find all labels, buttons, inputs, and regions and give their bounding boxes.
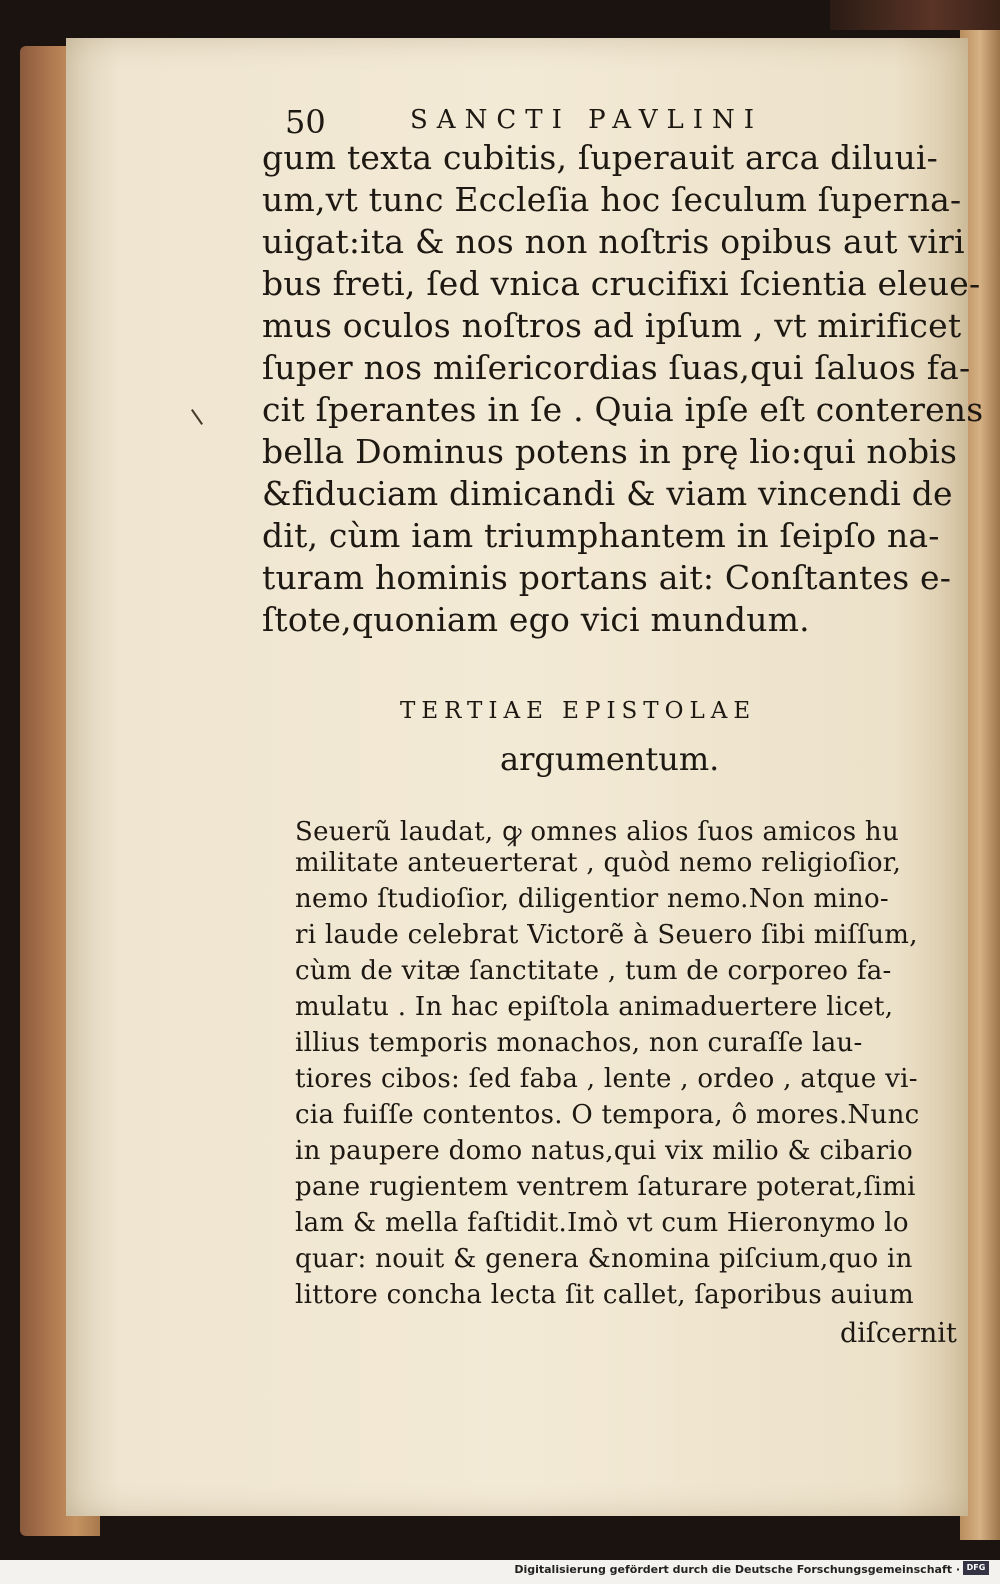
section-title: TERTIAE EPISTOLAE [400,698,757,724]
text-line: um,vt tunc Eccleſia hoc ſeculum ſuperna- [262,180,962,219]
argument-line: lam & mella faſtidit.Imò vt cum Hieronymo lo [295,1208,909,1238]
argument-line: mulatu . In hac epiſtola animaduertere licet, [295,992,894,1022]
argument-line: ri laude celebrat Victorẽ à Seuero ſibi miſſum, [295,920,918,950]
argument-line: quar: nouit & genera &nomina piſcium,quo in [295,1244,913,1274]
section-subtitle: argumentum. [500,740,720,778]
argument-line: cia fuiſſe contentos. O tempora, ô mores.Nunc [295,1100,920,1130]
catchword: diſcernit [840,1318,957,1349]
text-line: ſtote,quoniam ego vici mundum. [262,600,810,639]
text-line: ſuper nos miſericordias ſuas,qui ſaluos fa- [262,348,971,387]
text-line: mus oculos noſtros ad ipſum , vt mirificet [262,306,962,345]
argument-line: cùm de vitæ ſanctitate , tum de corporeo fa- [295,956,892,986]
text-line: turam hominis portans ait: Conſtantes e- [262,558,952,597]
page-number: 50 [285,103,326,141]
text-line: bus freti, ſed vnica crucifixi ſcientia eleue- [262,264,981,303]
argument-line: tiores cibos: ſed faba , lente , ordeo , atque vi- [295,1064,918,1094]
argument-line: illius temporis monachos, non curaſſe lau- [295,1028,863,1058]
text-line: bella Dominus potens in prę lio:qui nobis [262,432,958,471]
argument-line: nemo ſtudioſior, diligentior nemo.Non mino- [295,884,890,914]
argument-line: Seuerũ laudat, ꝙ omnes alios ſuos amicos hu [295,817,899,847]
text-line: gum texta cubitis, ſuperauit arca diluui- [262,138,938,177]
argument-line: pane rugientem ventrem ſaturare poterat,ſimi [295,1172,916,1202]
text-line: uigat:ita & nos non noſtris opibus aut viri [262,222,965,261]
text-line: cit ſperantes in ſe . Quia ipſe eſt conterens [262,390,984,429]
running-title: SANCTI PAVLINI [410,105,764,135]
footer-credit: Digitalisierung gefördert durch die Deutsche Forschungsgemeinschaft · [514,1563,960,1576]
dfg-logo: DFG [963,1561,989,1575]
text-line: &fiduciam dimicandi & viam vincendi de [262,474,953,513]
argument-line: littore concha lecta ſit callet, ſaporibus auium [295,1280,915,1310]
book-top-edge [830,0,1000,30]
text-line: dit, cùm iam triumphantem in ſeipſo na- [262,516,940,555]
argument-line: militate anteuerterat , quòd nemo religioſior, [295,848,902,878]
argument-line: in paupere domo natus,qui vix milio & cibario [295,1136,913,1166]
